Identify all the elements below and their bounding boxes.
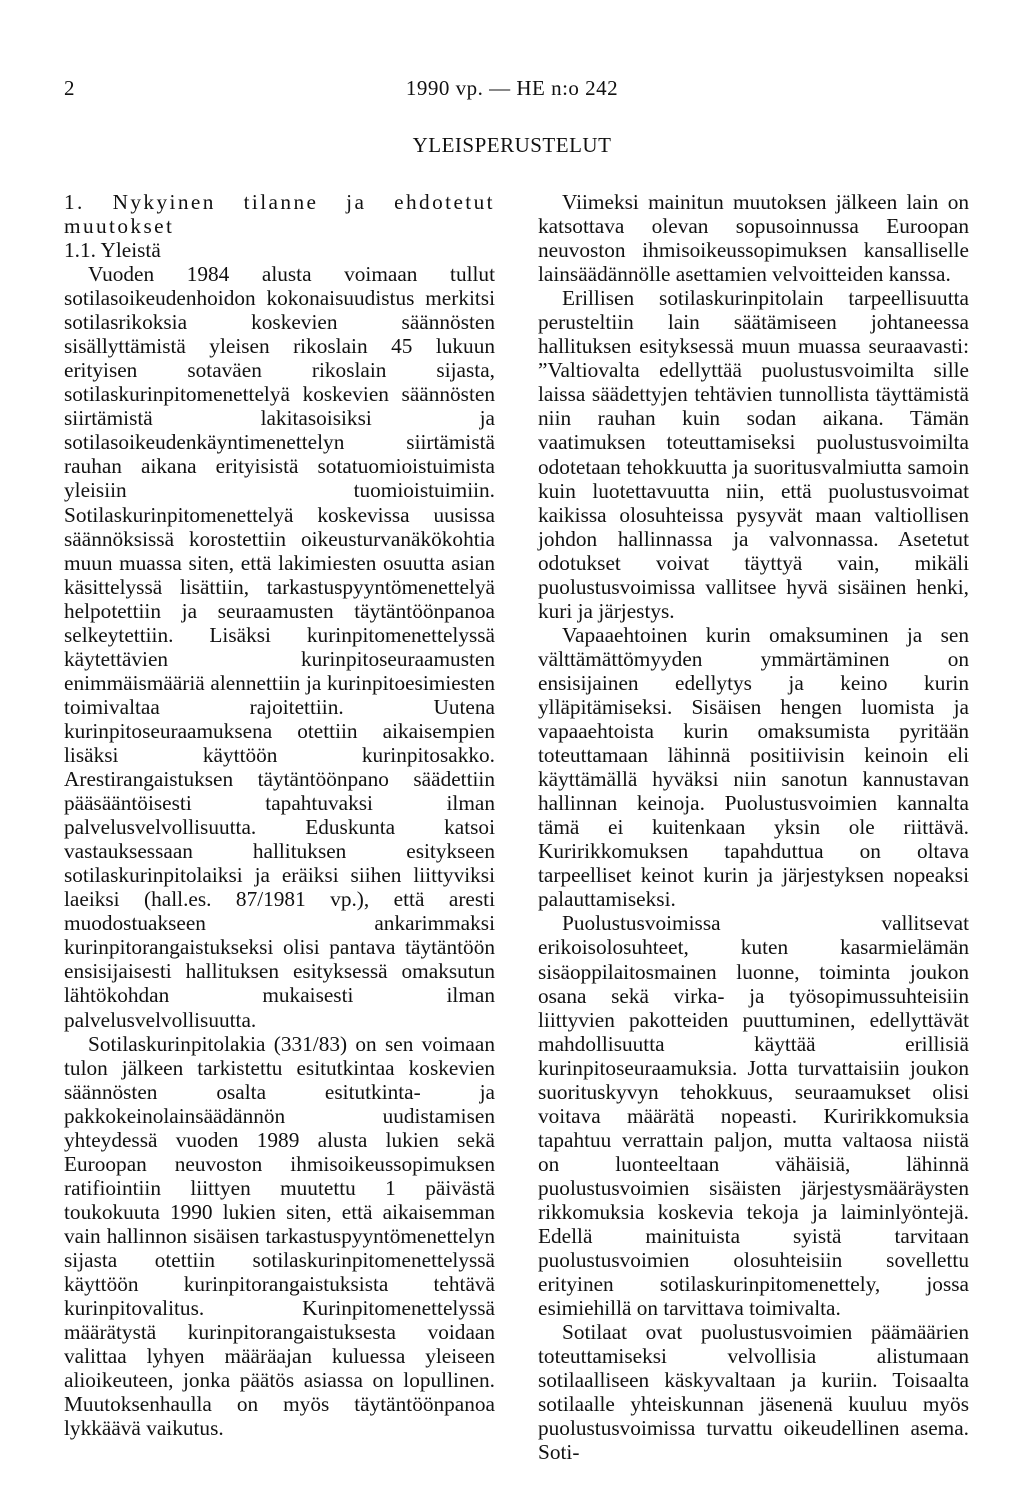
paragraph: Puolustusvoimissa vallitsevat erikoisolosuhteet, kuten kasarmielämän sisäoppilaitosmainen luonne, toiminta joukon osana sekä virka- ja työsopimussuhteisiin liittyvien pakotteiden puuttuminen, edellyttävät mahdollisuutta käyttää erillisiä kurinpitoseuraamuksia. Jotta turvattaisiin joukon suorituskyvyn tehokkuus, seuraamukset olisi voitava määrätä nopeasti. Kuririkkomuksia tapahtuu verrattain paljon, mutta valtaosa niistä on luonteeltaan vähäisiä, lähinnä puolustusvoimien sisäisten järjestysmääräysten rikkomuksia koskevia tekoja ja laiminlyöntejä. Edellä mainituista syistä tarvitaan puolustusvoimien olosuhteisiin sovellettu erityinen sotilaskurinpitomenettely, jossa esimiehillä on tarvittava toimivalta. — [538, 911, 969, 1321]
paragraph: Sotilaat ovat puolustusvoimien päämäärien toteuttamiseksi velvollisia alistumaan sotilaalliseen käskyvaltaan ja kuriin. Toisaalta sotilaalle yhteiskunnan jäsenenä kuuluu myös puolustusvoimissa turvattu oikeudellinen asema. Soti- — [538, 1320, 969, 1465]
section-title: YLEISPERUSTELUT — [412, 133, 612, 157]
paragraph: Viimeksi mainitun muutoksen jälkeen lain on katsottava olevan sopusoinnussa Euroopan neuvoston ihmisoikeussopimuksen kansalliselle lainsäädännölle asettamien velvoitteiden kanssa. — [538, 190, 969, 287]
running-head: 1990 vp. — HE n:o 242 — [405, 76, 619, 100]
paragraph: Sotilaskurinpitolakia (331/83) on sen voimaan tulon jälkeen tarkistettu esitutkintaa koskevien säännösten osalta esitutkinta- ja pakkokeinolainsäädännön uudistamisen yhteydessä vuoden 1989 alusta lukien sekä Euroopan neuvoston ihmisoikeussopimuksen ratifiointiin liittyen muutettu 1 päivästä toukokuuta 1990 lukien siten, että aikaisemman vain hallinnon sisäisen tarkastuspyyntömenettelyn sijasta otettiin sotilaskurinpitomenettelyssä käyttöön kurinpitorangaistuksista tehtävä kurinpitovalitus. Kurinpitomenettelyssä määrätystä kurinpitorangaistuksesta voidaan valittaa lyhyen määräajan kuluessa yleiseen alioikeuteen, jonka päätös asiassa on lopullinen. Muutoksenhaulla on myös täytäntöönpanoa lykkäävä vaikutus. — [64, 1031, 495, 1441]
page-number: 2 — [64, 76, 75, 100]
paragraph: Vapaaehtoinen kurin omaksuminen ja sen välttämättömyyden ymmärtäminen on ensisijainen edellytys ja keino kurin ylläpitämiseksi. Sisäisen hengen luomista ja vapaaehtoista kurin omaksumista pyritään toteuttamaan lähinnä positiivisin keinoin eli käyttämällä hyväksi niin sanotun kannustavan hallinnan keinoja. Puolustusvoimien kannalta tämä ei kuitenkaan yksin ole riittävä. Kuririkkomuksen tapahduttua on oltava tarpeelliset keinot kurin ja järjestyksen nopeaksi palauttamiseksi. — [538, 622, 969, 912]
paragraph: Vuoden 1984 alusta voimaan tullut sotilasoikeudenhoidon kokonaisuudistus merkitsi sotilasrikoksia koskevien säännösten sisällyttämistä yleisen rikoslain 45 lukuun erityisen sotaväen rikoslain sijasta, sotilaskurinpitomenettelyä koskevien säännösten siirtämistä lakitasoisiksi ja sotilasoikeudenkäyntimenettelyn siirtämistä rauhan aikana erityisistä sotatuomioistuimista yleisiin tuomioistuimiin. Sotilaskurinpitomenettelyä koskevissa uusissa säännöksissä korostettiin oikeusturvanäkökohtia muun muassa siten, että lakimiesten osuutta asian käsittelyssä lisättiin, tarkastuspyyntömenettelyä helpotettiin ja seuraamusten täytäntöönpanoa selkeytettiin. Lisäksi kurinpitomenettelyssä käytettävien kurinpitoseuraamusten enimmäismääriä alennettiin ja kurinpitoesimiesten toimivaltaa rajoitettiin. Uutena kurinpitoseuraamuksena otettiin aikaisempien lisäksi käyttöön kurinpitosakko. Arestirangaistuksen täytäntöönpano säädettiin pääsääntöisesti tapahtuvaksi ilman palvelusvelvollisuutta. Eduskunta katsoi vastauksessaan hallituksen esitykseen sotilaskurinpitolaiksi ja eräiksi siihen liittyviksi laeiksi (hall.es. 87/1981 vp.), että aresti muodostuakseen ankarimmaksi kurinpitorangaistukseksi olisi pantava täytäntöön ensisijaisesti hallituksen esityksessä omaksutun lähtökohdan mukaisesti ilman palvelusvelvollisuutta. — [64, 262, 495, 1032]
heading-yleista: 1.1. Yleistä — [64, 238, 161, 262]
paragraph: Erillisen sotilaskurinpitolain tarpeellisuutta perusteltiin lain säätämiseen johtaneessa hallituksen esityksessä muun muassa seuraavasti: ”Valtiovalta edellyttää puolustusvoimilta sille laissa säädettyjen tehtävien tunnollista täyttämistä niin rauhan kuin sodan aikana. Tämän vaatimuksen toteuttamiseksi puolustusvoimilta odotetaan tehokkuutta ja suoritusvalmiutta samoin kuin luotettavuutta niin, että puolustusvoimat kaikissa olosuhteissa pysyvät maan valtiollisen johdon hallinnassa ja valvonnassa. Asetetut odotukset voivat täyttyä vain, mikäli puolustusvoimissa vallitsee hyvä sisäinen henki, kuri ja järjestys. — [538, 286, 969, 623]
heading-nykyinen-tilanne: 1. Nykyinen tilanne ja ehdotetut muutokset — [64, 190, 495, 238]
right-column — [538, 190, 969, 1464]
left-column — [64, 190, 495, 1440]
